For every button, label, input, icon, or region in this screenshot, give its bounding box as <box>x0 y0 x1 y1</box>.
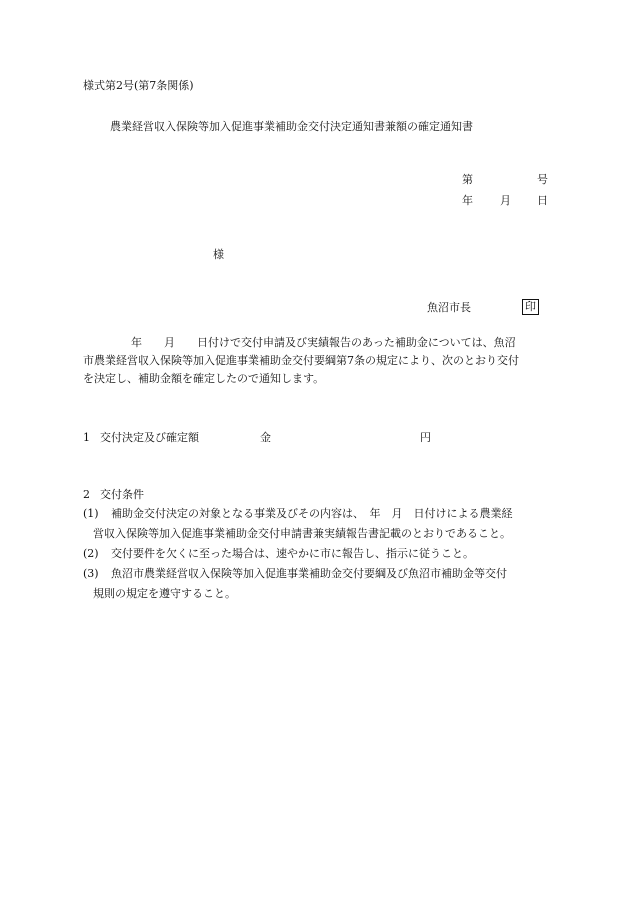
section-2-heading <box>83 488 144 501</box>
section-1-label: 交付決定及び確定額 <box>100 431 199 444</box>
issuer <box>427 300 536 314</box>
date-year: 年 <box>462 194 473 207</box>
recipient-suffix: 様 <box>213 248 224 261</box>
condition-3-line1: 魚沼市農業経営収入保険等加入促進事業補助金交付要綱及び魚沼市補助金等交付 <box>111 567 507 580</box>
condition-1-line1: 補助金交付決定の対象となる事業及びその内容は、 年 月 日付けによる農業経 <box>111 507 513 520</box>
condition-3-line2: 規則の規定を遵守すること。 <box>93 587 236 600</box>
issuer-name: 魚沼市長 <box>427 301 471 314</box>
document-title: 農業経営収入保険等加入促進事業補助金交付決定通知書兼額の確定通知書 <box>110 120 473 133</box>
doc-number-prefix: 第 <box>462 173 473 186</box>
condition-2-line1: 交付要件を欠くに至った場合は、速やかに市に報告し、指示に従うこと。 <box>111 547 474 560</box>
seal-mark: 印 <box>522 299 539 315</box>
condition-item-3 <box>83 564 558 604</box>
condition-2-number: (2) <box>83 547 99 560</box>
form-label: 様式第2号(第7条関係) <box>83 79 194 92</box>
section-1-number: 1 <box>83 431 90 444</box>
doc-number <box>462 173 548 186</box>
date-day: 日 <box>537 194 548 207</box>
date-month: 月 <box>500 194 511 207</box>
doc-number-suffix: 号 <box>537 173 548 186</box>
section-2-number: 2 <box>83 488 90 501</box>
section-1 <box>83 431 431 444</box>
body-paragraph <box>83 334 558 388</box>
amount-unit: 円 <box>420 431 431 444</box>
conditions-list <box>83 504 558 604</box>
body-line-2: 市農業経営収入保険等加入促進事業補助金交付要綱第7条の規定により、次のとおり交付 <box>83 354 519 367</box>
condition-1-number: (1) <box>83 507 99 520</box>
issue-date <box>462 194 548 207</box>
condition-item-2 <box>83 544 558 564</box>
section-2-label: 交付条件 <box>100 488 144 501</box>
condition-3-number: (3) <box>83 567 99 580</box>
condition-1-line2: 営収入保険等加入促進事業補助金交付申請書兼実績報告書記載のとおりであること。 <box>93 527 511 540</box>
condition-item-1 <box>83 504 558 544</box>
body-line-3: を決定し、補助金額を確定したので通知します。 <box>83 372 325 385</box>
body-line-1: 年 月 日付けで交付申請及び実績報告のあった補助金については、魚沼 <box>131 336 516 349</box>
amount-prefix: 金 <box>260 431 271 444</box>
